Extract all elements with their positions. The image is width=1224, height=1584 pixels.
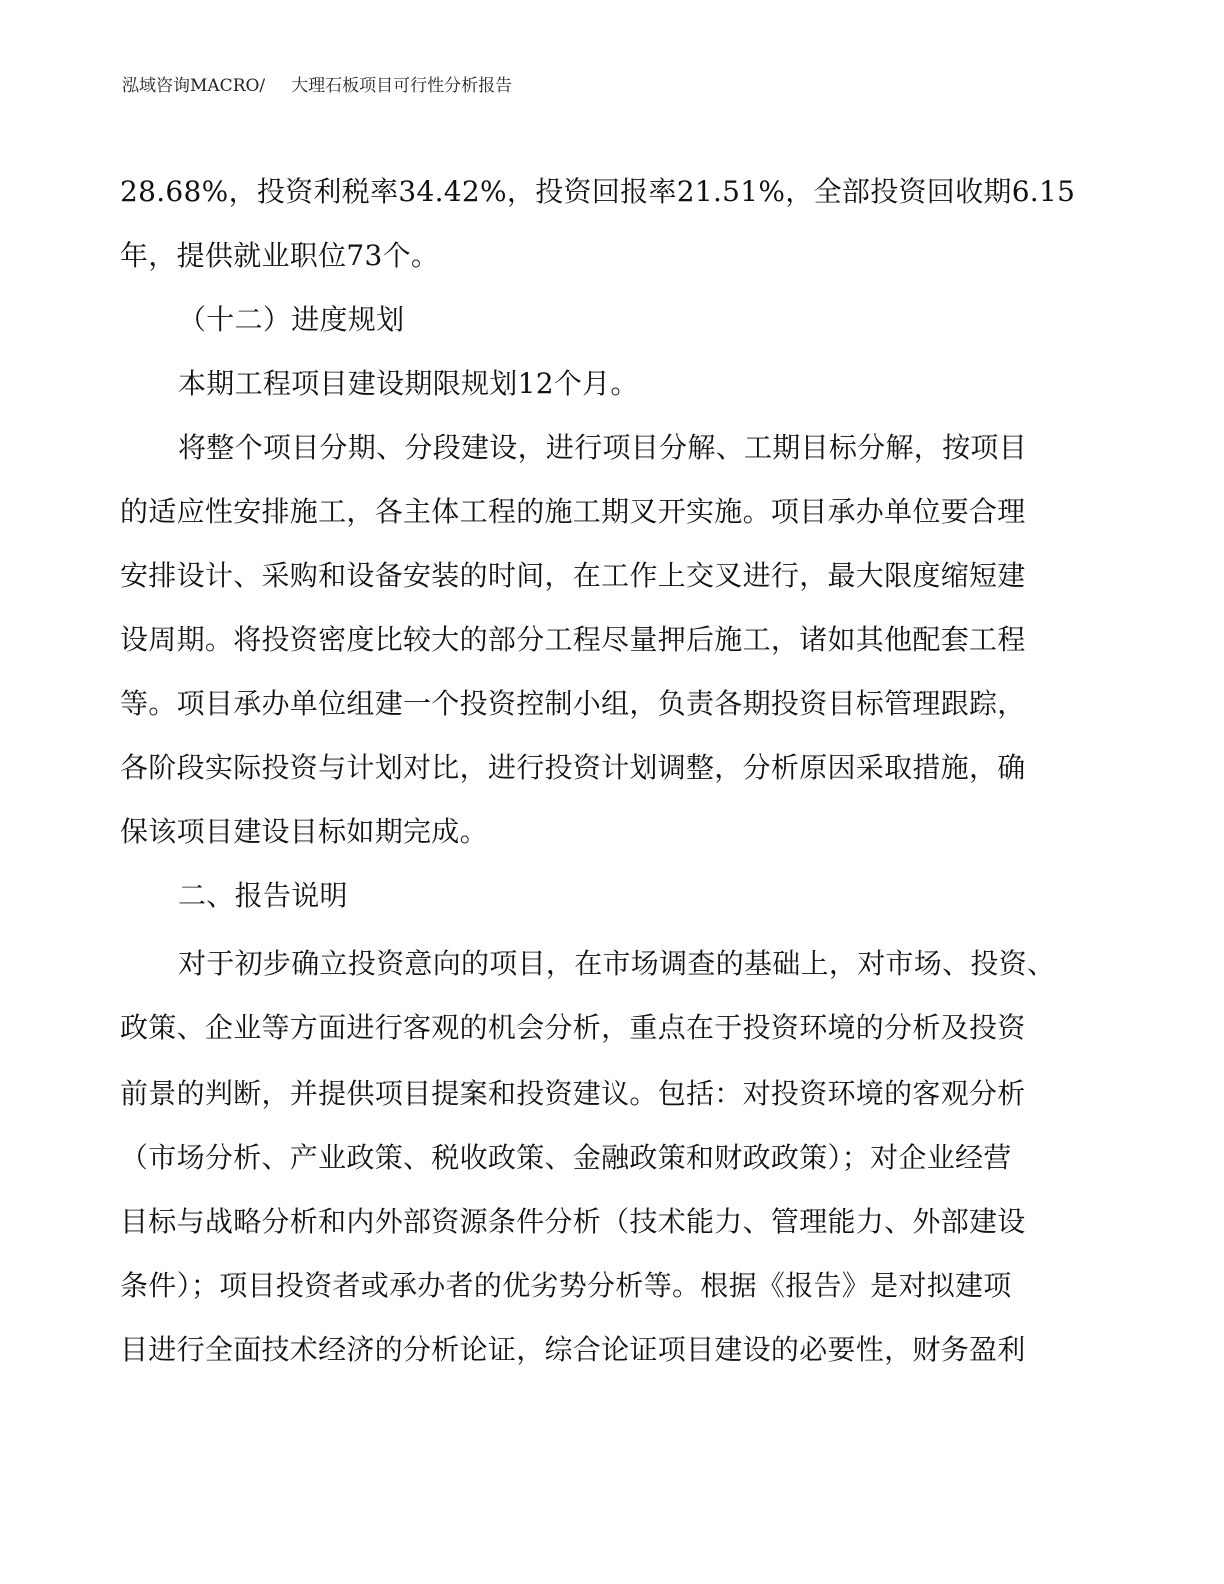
body-line: （市场分析、产业政策、税收政策、金融政策和财政政策）；对企业经营 [120,1141,1012,1174]
body-line: 目标与战略分析和内外部资源条件分析（技术能力、管理能力、外部建设 [120,1205,1026,1238]
body-line: 将整个项目分期、分段建设，进行项目分解、工期目标分解，按项目 [178,431,1028,464]
body-line: 政策、企业等方面进行客观的机会分析，重点在于投资环境的分析及投资 [120,1011,1026,1044]
body-line: 的适应性安排施工，各主体工程的施工期叉开实施。项目承办单位要合理 [120,495,1026,528]
body-line: 本期工程项目建设期限规划12个月。 [178,367,639,400]
body-line: 28.68%，投资利税率34.42%，投资回报率21.51%，全部投资回收期6.15 [120,175,1076,208]
body-line: 对于初步确立投资意向的项目，在市场调查的基础上，对市场、投资、 [178,947,1056,980]
body-line: 前景的判断，并提供项目提案和投资建议。包括：对投资环境的客观分析 [120,1077,1026,1110]
header-brand: 泓域咨询MACRO/ [122,76,266,96]
body-line: 目进行全面技术经济的分析论证，综合论证项目建设的必要性，财务盈利 [120,1333,1026,1366]
section-heading: （十二）进度规划 [178,303,405,336]
page-header [122,73,512,99]
body-line: 设周期。将投资密度比较大的部分工程尽量押后施工，诸如其他配套工程 [120,623,1026,656]
section-heading: 二、报告说明 [178,879,348,912]
body-line: 各阶段实际投资与计划对比，进行投资计划调整，分析原因采取措施，确 [120,751,1026,784]
body-line: 保该项目建设目标如期完成。 [120,815,488,848]
body-line: 条件）；项目投资者或承办者的优劣势分析等。根据《报告》是对拟建项 [120,1269,1012,1302]
header-title: 大理石板项目可行性分析报告 [291,76,513,96]
body-line: 安排设计、采购和设备安装的时间，在工作上交叉进行，最大限度缩短建 [120,559,1026,592]
body-line: 年，提供就业职位73个。 [120,239,440,272]
body-line: 等。项目承办单位组建一个投资控制小组，负责各期投资目标管理跟踪， [120,687,1026,720]
